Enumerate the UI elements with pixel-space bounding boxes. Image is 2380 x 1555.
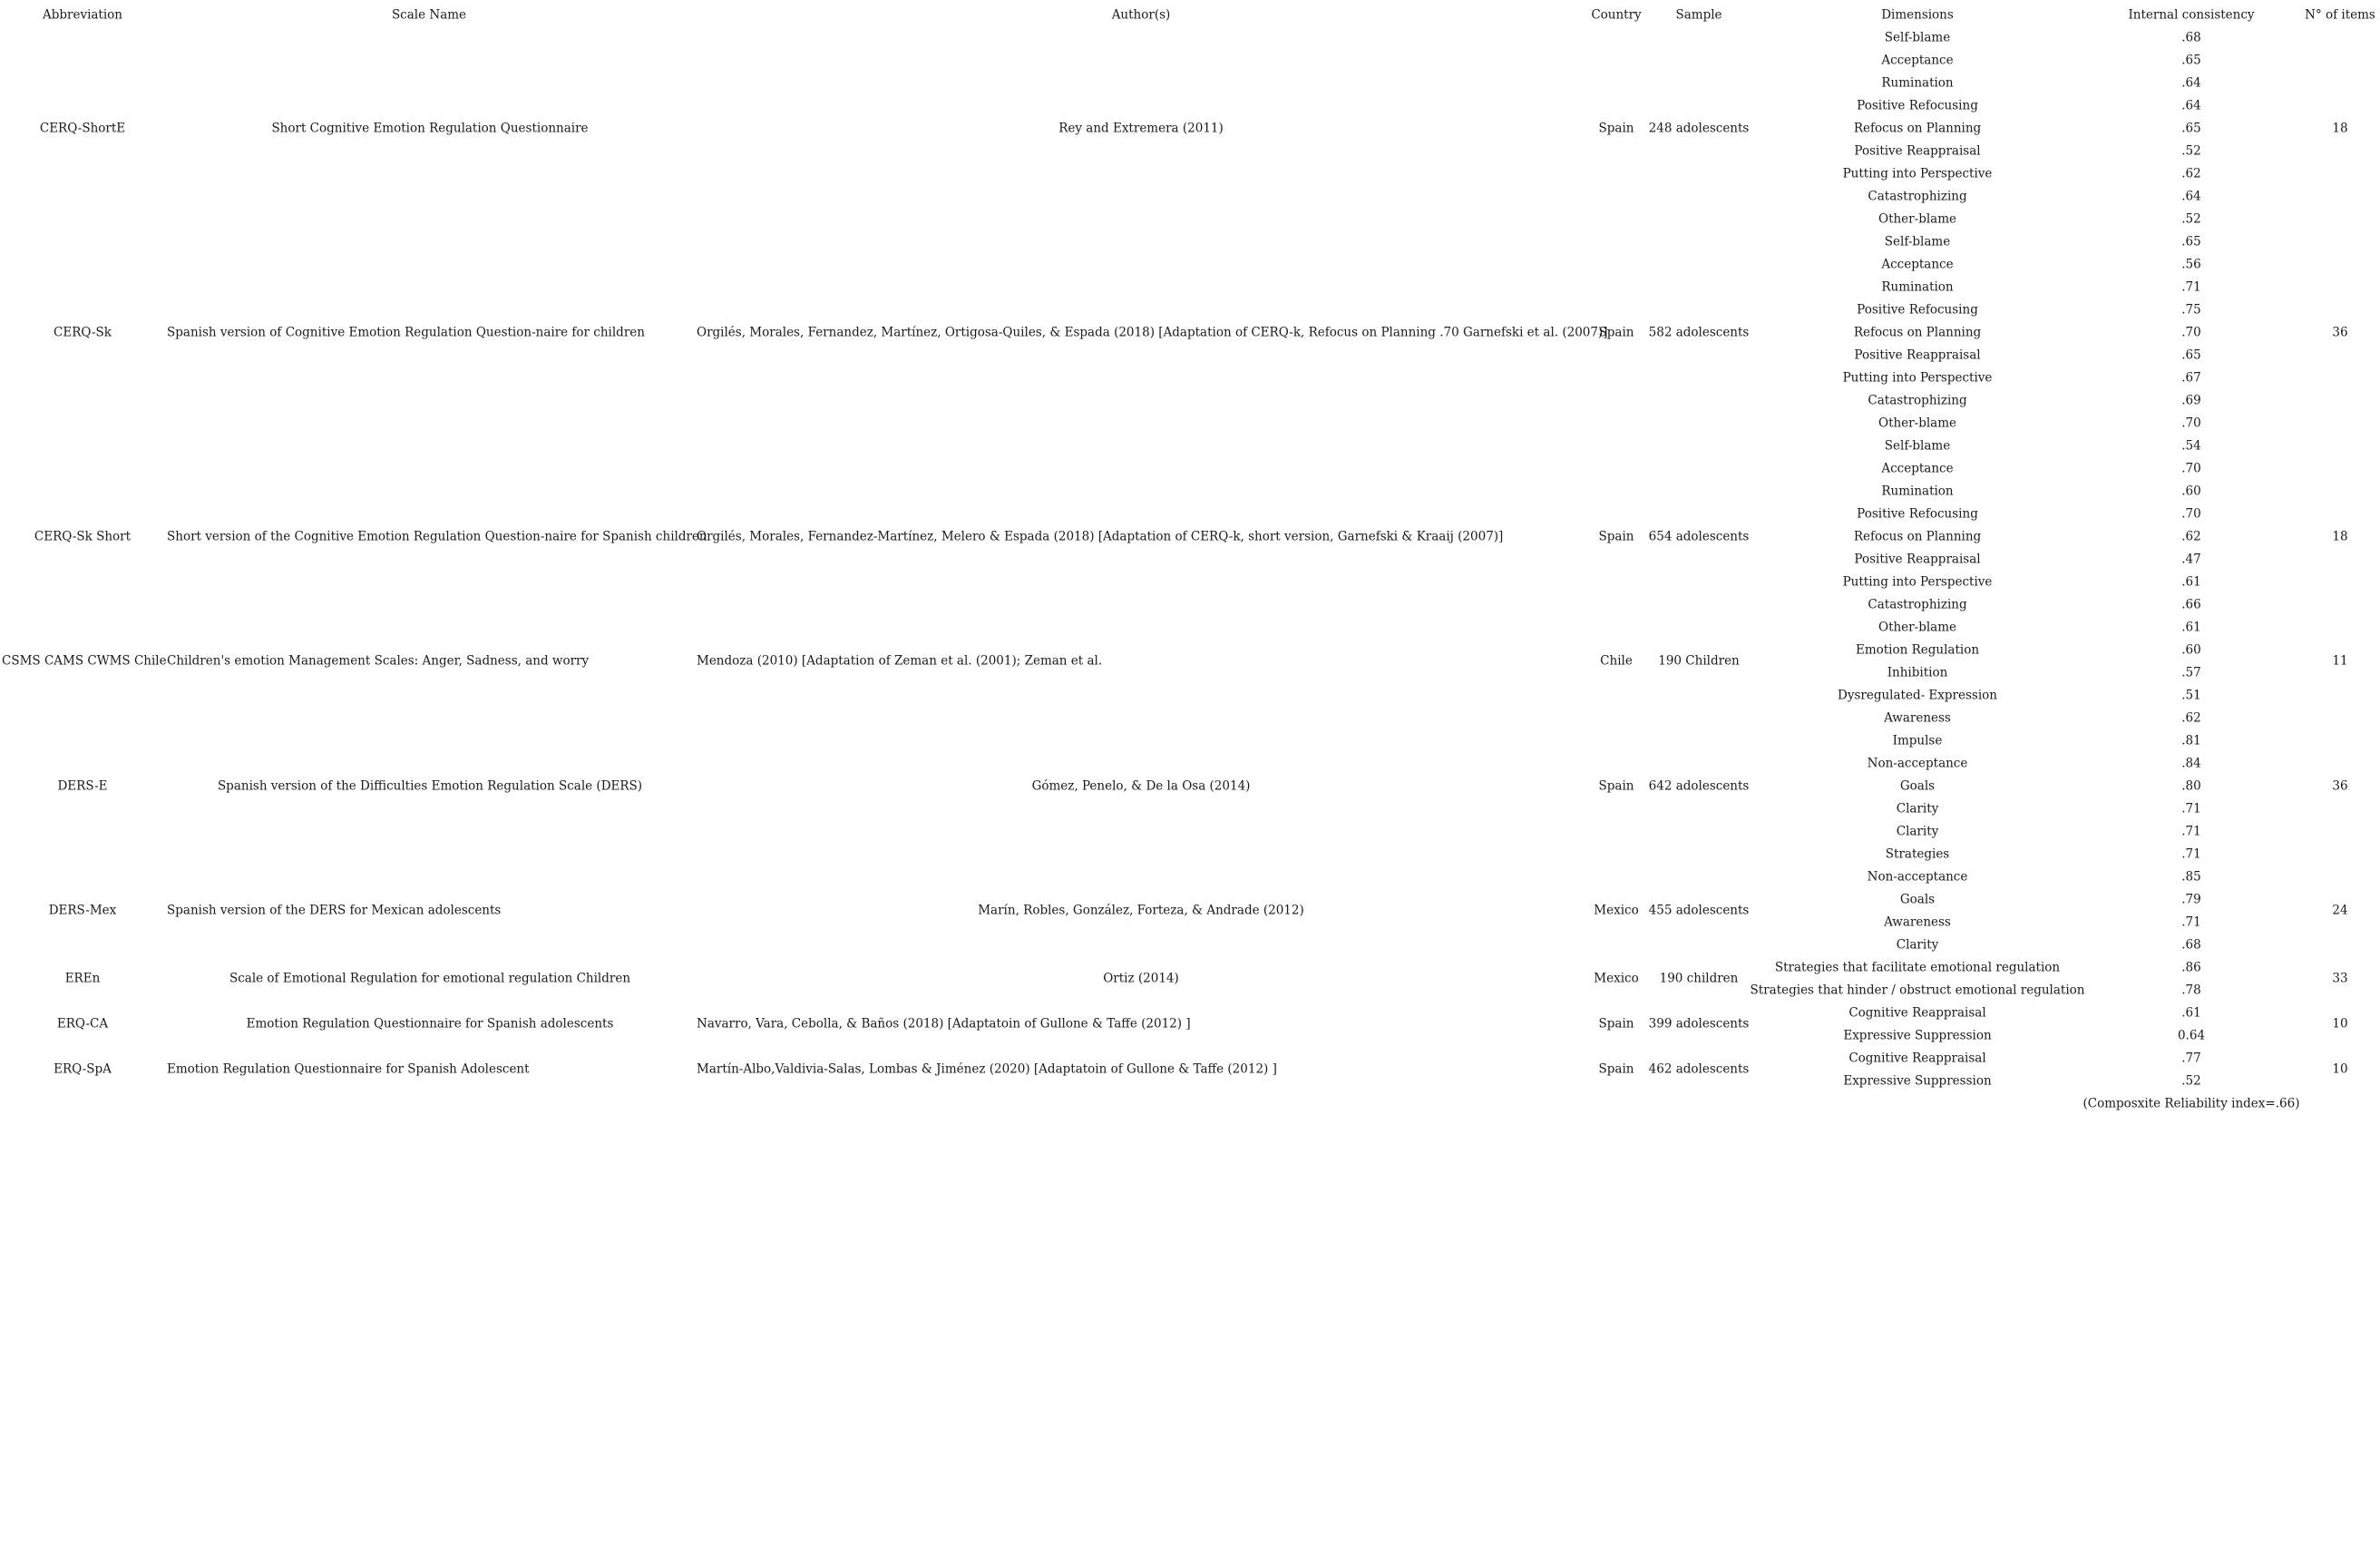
scale-sample: 654 adolescents bbox=[1648, 529, 1750, 544]
scale-country: Spain bbox=[1598, 529, 1634, 544]
scale-authors: Navarro, Vara, Cebolla, & Baños (2018) [Adaptatoin of Gullone & Taffe (2012) ] bbox=[697, 1016, 1191, 1032]
consistency-value: .64 bbox=[2181, 189, 2201, 204]
scale-authors: Ortiz (2014) bbox=[1103, 971, 1179, 986]
consistency-value: .80 bbox=[2181, 778, 2201, 794]
scale-scale-name: Scale of Emotional Regulation for emotional regulation Children bbox=[229, 971, 631, 986]
scale-sample: 642 adolescents bbox=[1648, 778, 1750, 794]
consistency-value: .71 bbox=[2181, 801, 2201, 817]
consistency-value: .61 bbox=[2181, 620, 2201, 635]
consistency-value: .62 bbox=[2181, 166, 2201, 181]
scale-scale-name: Children's emotion Management Scales: Anger, Sadness, and worry bbox=[167, 653, 590, 669]
dimension-label: Strategies that facilitate emotional regulation bbox=[1774, 960, 2061, 975]
consistency-value: .71 bbox=[2181, 824, 2201, 839]
consistency-value: .52 bbox=[2181, 211, 2201, 227]
scale-items: 11 bbox=[2332, 653, 2348, 669]
dimension-label: Putting into Perspective bbox=[1842, 574, 1993, 590]
consistency-value: 0.64 bbox=[2177, 1028, 2206, 1043]
scale-abbreviation: ERQ-SpA bbox=[54, 1061, 112, 1077]
consistency-value: .64 bbox=[2181, 98, 2201, 113]
dimension-label: Acceptance bbox=[1881, 53, 1954, 68]
consistency-value: .66 bbox=[2181, 597, 2201, 612]
dimension-label: Inhibition bbox=[1887, 665, 1948, 680]
consistency-value: .70 bbox=[2181, 506, 2201, 522]
consistency-value: .60 bbox=[2181, 642, 2201, 658]
dimension-label: Acceptance bbox=[1881, 257, 1954, 272]
scale-abbreviation: ERQ-CA bbox=[56, 1016, 109, 1032]
dimension-label: Clarity bbox=[1896, 801, 1939, 817]
scale-scale-name: Emotion Regulation Questionnaire for Spanish Adolescent bbox=[167, 1061, 530, 1077]
dimension-label: Positive Reappraisal bbox=[1854, 347, 1981, 363]
dimension-label: Self-blame bbox=[1884, 438, 1951, 454]
consistency-value: .84 bbox=[2181, 756, 2201, 771]
scale-scale-name: Emotion Regulation Questionnaire for Spanish adolescents bbox=[246, 1016, 614, 1032]
dimension-label: Refocus on Planning bbox=[1853, 325, 1982, 340]
consistency-value: .54 bbox=[2181, 438, 2201, 454]
consistency-value: .60 bbox=[2181, 484, 2201, 499]
dimension-label: Expressive Suppression bbox=[1843, 1028, 1992, 1043]
header-scale-name: Scale Name bbox=[391, 7, 467, 23]
scale-sample: 582 adolescents bbox=[1648, 325, 1750, 340]
scale-authors: Rey and Extremera (2011) bbox=[1058, 121, 1224, 136]
consistency-value: .68 bbox=[2181, 937, 2201, 953]
consistency-value: .75 bbox=[2181, 302, 2201, 318]
dimension-label: Positive Refocusing bbox=[1857, 506, 1978, 522]
scale-scale-name: Spanish version of the Difficulties Emotion Regulation Scale (DERS) bbox=[217, 778, 643, 794]
scale-scale-name: Spanish version of Cognitive Emotion Regulation Question-naire for children bbox=[167, 325, 645, 340]
scale-country: Mexico bbox=[1594, 903, 1639, 918]
dimension-label: Emotion Regulation bbox=[1855, 642, 1980, 658]
consistency-value: .62 bbox=[2181, 529, 2201, 544]
header-items: N° of items bbox=[2305, 7, 2375, 23]
dimension-label: Catastrophizing bbox=[1868, 597, 1967, 612]
dimension-label: Other-blame bbox=[1878, 416, 1956, 431]
scale-items: 18 bbox=[2332, 121, 2348, 136]
scale-authors: Gómez, Penelo, & De la Osa (2014) bbox=[1031, 778, 1251, 794]
scale-items: 10 bbox=[2332, 1016, 2348, 1032]
scale-scale-name: Short version of the Cognitive Emotion Regulation Question-naire for Spanish children bbox=[167, 529, 707, 544]
dimension-label: Self-blame bbox=[1884, 30, 1951, 45]
scale-scale-name: Short Cognitive Emotion Regulation Questionnaire bbox=[271, 121, 589, 136]
consistency-value: .52 bbox=[2181, 143, 2201, 159]
consistency-value: .52 bbox=[2181, 1073, 2201, 1089]
scale-authors: Marín, Robles, González, Forteza, & Andrade (2012) bbox=[978, 903, 1304, 918]
scale-items: 36 bbox=[2332, 325, 2348, 340]
scale-items: 10 bbox=[2332, 1061, 2348, 1077]
consistency-value: .65 bbox=[2181, 121, 2201, 136]
scale-sample: 190 Children bbox=[1658, 653, 1740, 669]
scale-country: Spain bbox=[1598, 325, 1634, 340]
scale-abbreviation: DERS-Mex bbox=[48, 903, 117, 918]
scale-scale-name: Spanish version of the DERS for Mexican adolescents bbox=[167, 903, 502, 918]
scale-country: Chile bbox=[1600, 653, 1633, 669]
consistency-value: .78 bbox=[2181, 983, 2201, 998]
consistency-value: .77 bbox=[2181, 1051, 2201, 1066]
scale-sample: 399 adolescents bbox=[1648, 1016, 1750, 1032]
consistency-value: .81 bbox=[2181, 733, 2201, 748]
dimension-label: Cognitive Reappraisal bbox=[1848, 1051, 1986, 1066]
consistency-value: .70 bbox=[2181, 325, 2201, 340]
dimension-label: Catastrophizing bbox=[1868, 189, 1967, 204]
scale-sample: 455 adolescents bbox=[1648, 903, 1750, 918]
dimension-label: Impulse bbox=[1892, 733, 1943, 748]
consistency-value: .68 bbox=[2181, 30, 2201, 45]
consistency-value: .65 bbox=[2181, 347, 2201, 363]
dimension-label: Clarity bbox=[1896, 824, 1939, 839]
dimension-label: Goals bbox=[1899, 778, 1936, 794]
consistency-value: .71 bbox=[2181, 279, 2201, 295]
dimension-label: Awareness bbox=[1884, 914, 1951, 930]
dimension-label: Putting into Perspective bbox=[1842, 166, 1993, 181]
consistency-value: .62 bbox=[2181, 710, 2201, 726]
header-authors: Author(s) bbox=[1111, 7, 1171, 23]
header-country: Country bbox=[1591, 7, 1642, 23]
consistency-value: .70 bbox=[2181, 461, 2201, 476]
scale-country: Spain bbox=[1598, 1061, 1634, 1077]
header-sample: Sample bbox=[1675, 7, 1722, 23]
consistency-value: .67 bbox=[2181, 370, 2201, 386]
dimension-label: Refocus on Planning bbox=[1853, 121, 1982, 136]
dimension-label: Putting into Perspective bbox=[1842, 370, 1993, 386]
scale-country: Spain bbox=[1598, 1016, 1634, 1032]
consistency-value: .56 bbox=[2181, 257, 2201, 272]
scale-authors: Orgilés, Morales, Fernandez, Martínez, Ortigosa-Quiles, & Espada (2018) [Adaptation of CERQ-k, Refocus on Planning .70 Garnefski et al. (2007)] bbox=[697, 325, 1608, 340]
dimension-label: Self-blame bbox=[1884, 234, 1951, 249]
scale-abbreviation: DERS-E bbox=[57, 778, 108, 794]
dimension-label: Non-acceptance bbox=[1867, 756, 1968, 771]
dimension-label: Cognitive Reappraisal bbox=[1848, 1005, 1986, 1021]
consistency-value: .86 bbox=[2181, 960, 2201, 975]
scale-abbreviation: CSMS CAMS CWMS Chile bbox=[2, 653, 167, 669]
dimension-label: Awareness bbox=[1884, 710, 1951, 726]
scale-country: Spain bbox=[1598, 121, 1634, 136]
dimension-label: Rumination bbox=[1881, 279, 1954, 295]
consistency-value: .51 bbox=[2181, 688, 2201, 703]
scale-authors: Martín-Albo,Valdivia-Salas, Lombas & Jiménez (2020) [Adaptatoin of Gullone & Taffe (2012) ] bbox=[697, 1061, 1277, 1077]
consistency-value: .71 bbox=[2181, 914, 2201, 930]
consistency-value: .65 bbox=[2181, 53, 2201, 68]
scale-authors: Orgilés, Morales, Fernandez-Martínez, Melero & Espada (2018) [Adaptation of CERQ-k, short version, Garnefski & Kraaij (2007)] bbox=[697, 529, 1504, 544]
dimension-label: Refocus on Planning bbox=[1853, 529, 1982, 544]
scale-sample: 190 children bbox=[1659, 971, 1739, 986]
dimension-label: Other-blame bbox=[1878, 211, 1956, 227]
scale-country: Spain bbox=[1598, 778, 1634, 794]
dimension-label: Strategies bbox=[1885, 846, 1950, 862]
scale-items: 18 bbox=[2332, 529, 2348, 544]
dimension-label: Dysregulated- Expression bbox=[1838, 688, 1997, 703]
dimension-label: Rumination bbox=[1881, 484, 1954, 499]
dimension-label: Positive Refocusing bbox=[1857, 98, 1978, 113]
scale-abbreviation: EREn bbox=[64, 971, 101, 986]
header-dimensions: Dimensions bbox=[1881, 7, 1954, 23]
consistency-value: .70 bbox=[2181, 416, 2201, 431]
dimension-label: Other-blame bbox=[1878, 620, 1956, 635]
consistency-value: .79 bbox=[2181, 892, 2201, 907]
scale-abbreviation: CERQ-ShortE bbox=[39, 121, 126, 136]
consistency-value: .61 bbox=[2181, 574, 2201, 590]
scale-sample: 462 adolescents bbox=[1648, 1061, 1750, 1077]
consistency-value: .65 bbox=[2181, 234, 2201, 249]
consistency-value: .71 bbox=[2181, 846, 2201, 862]
consistency-value: .61 bbox=[2181, 1005, 2201, 1021]
footnote: (Composxite Reliability index=.66) bbox=[2082, 1096, 2300, 1111]
scale-items: 33 bbox=[2332, 971, 2348, 986]
consistency-value: .64 bbox=[2181, 75, 2201, 91]
scale-items: 36 bbox=[2332, 778, 2348, 794]
consistency-value: .47 bbox=[2181, 552, 2201, 567]
scale-abbreviation: CERQ-Sk Short bbox=[34, 529, 132, 544]
header-internal-consistency: Internal consistency bbox=[2128, 7, 2255, 23]
dimension-label: Positive Refocusing bbox=[1857, 302, 1978, 318]
dimension-label: Catastrophizing bbox=[1868, 393, 1967, 408]
header-abbreviation: Abbreviation bbox=[42, 7, 123, 23]
consistency-value: .85 bbox=[2181, 869, 2201, 885]
scale-items: 24 bbox=[2332, 903, 2348, 918]
scale-authors: Mendoza (2010) [Adaptation of Zeman et al. (2001); Zeman et al. bbox=[697, 653, 1103, 669]
dimension-label: Goals bbox=[1899, 892, 1936, 907]
dimension-label: Positive Reappraisal bbox=[1854, 143, 1981, 159]
dimension-label: Rumination bbox=[1881, 75, 1954, 91]
scale-abbreviation: CERQ-Sk bbox=[54, 325, 112, 340]
consistency-value: .57 bbox=[2181, 665, 2201, 680]
dimension-label: Positive Reappraisal bbox=[1854, 552, 1981, 567]
dimension-label: Non-acceptance bbox=[1867, 869, 1968, 885]
dimension-label: Clarity bbox=[1896, 937, 1939, 953]
dimension-label: Acceptance bbox=[1881, 461, 1954, 476]
consistency-value: .69 bbox=[2181, 393, 2201, 408]
dimension-label: Strategies that hinder / obstruct emotional regulation bbox=[1750, 983, 2085, 998]
scale-country: Mexico bbox=[1594, 971, 1639, 986]
scale-sample: 248 adolescents bbox=[1648, 121, 1750, 136]
dimension-label: Expressive Suppression bbox=[1843, 1073, 1992, 1089]
